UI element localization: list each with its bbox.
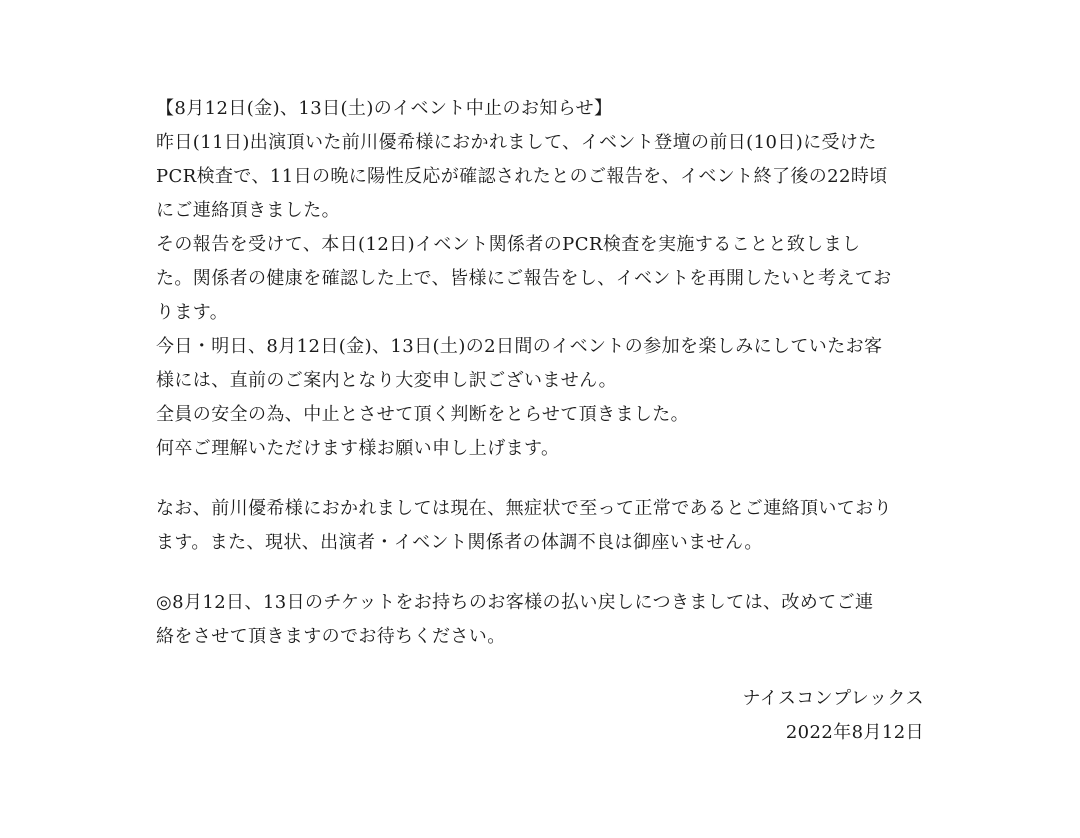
paragraph-gap — [156, 466, 936, 492]
paragraph-gap — [156, 560, 936, 586]
notice-title: 【8月12日(金)、13日(土)のイベント中止のお知らせ】 — [156, 98, 613, 119]
text-line: 絡をさせて頂きますのでお待ちください。 — [156, 626, 506, 647]
text-line: その報告を受けて、本日(12日)イベント関係者のPCR検査を実施することと致しまし — [156, 234, 861, 255]
text-line: なお、前川優希様におかれましては現在、無症状で至って正常であるとご連絡頂いており — [156, 498, 892, 519]
text-line: 全員の安全の為、中止とさせて頂く判断をとらせて頂きました。 — [156, 404, 690, 425]
text-line: にご連絡頂きました。 — [156, 200, 340, 221]
text-line: 様には、直前のご案内となり大変申し訳ございません。 — [156, 370, 618, 391]
notice-paragraph-3 — [156, 586, 936, 654]
notice-document — [156, 92, 936, 654]
text-line: ◎8月12日、13日のチケットをお持ちのお客様の払い戻しにつきましては、改めてご連 — [156, 592, 874, 613]
signature-organization: ナイスコンプレックス — [742, 688, 924, 709]
text-line: ます。また、現状、出演者・イベント関係者の体調不良は御座いません。 — [156, 532, 763, 553]
text-line: 何卒ご理解いただけます様お願い申し上げます。 — [156, 438, 560, 459]
text-line: PCR検査で、11日の晩に陽性反応が確認されたとのご報告を、イベント終了後の22時頃 — [156, 166, 888, 187]
text-line: 昨日(11日)出演頂いた前川優希様におかれまして、イベント登壇の前日(10日)に受けた — [156, 132, 877, 153]
text-line: た。関係者の健康を確認した上で、皆様にご報告をし、イベントを再開したいと考えてお — [156, 268, 892, 289]
notice-paragraph-1 — [156, 126, 936, 466]
text-line: 今日・明日、8月12日(金)、13日(土)の2日間のイベントの参加を楽しみにしていたお客 — [156, 336, 883, 357]
notice-paragraph-2 — [156, 492, 936, 560]
text-line: ります。 — [156, 302, 229, 323]
signature-date: 2022年8月12日 — [785, 722, 924, 743]
